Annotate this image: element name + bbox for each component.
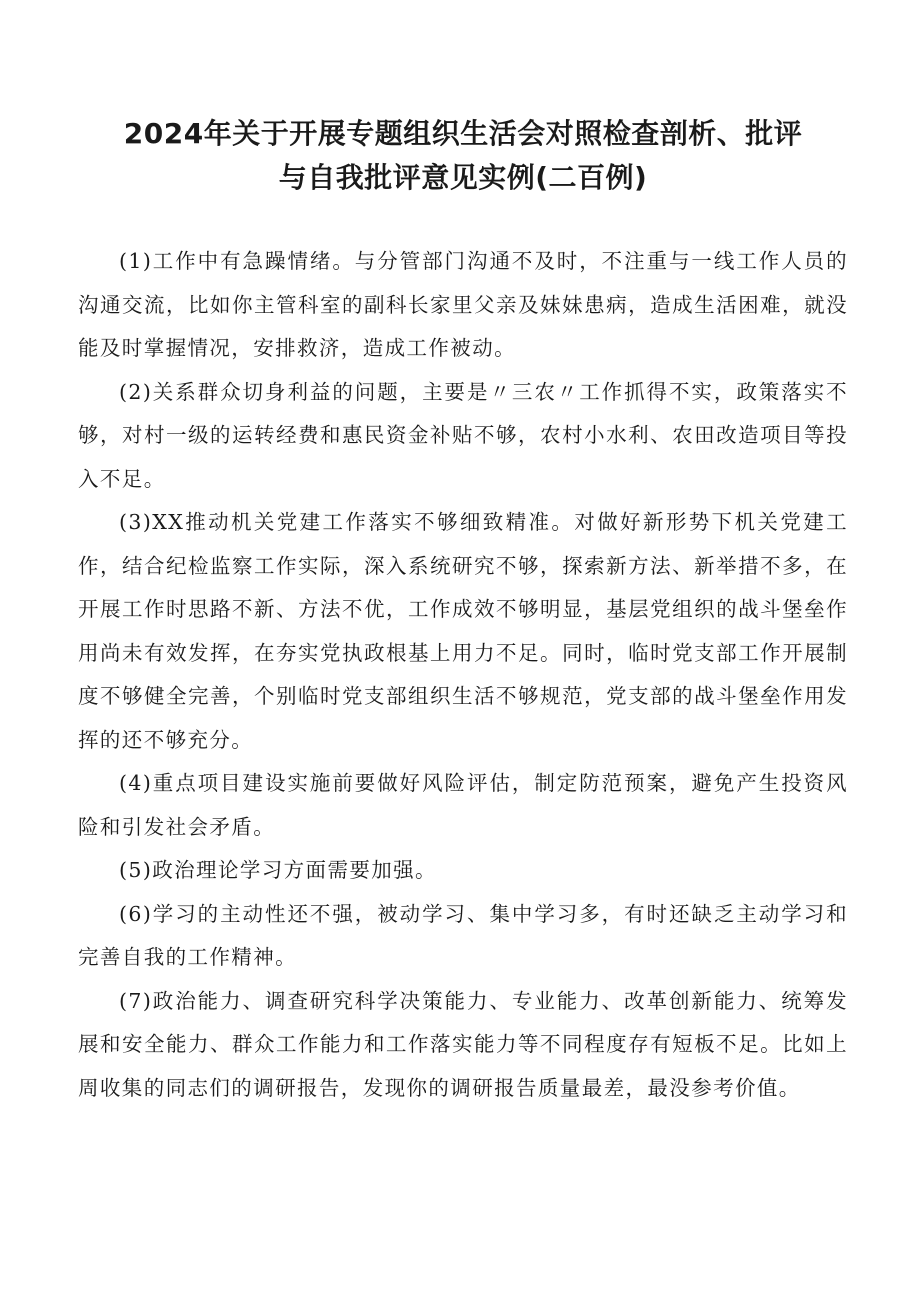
paragraph-5: (5)政治理论学习方面需要加强。	[119, 858, 437, 882]
paragraph-3: (3)XX推动机关党建工作落实不够细致精准。对做好新形势下机关党建工作，结合纪检监察工作实际，深入系统研究不够，探索新方法、新举措不多，在开展工作时思路不新、方法不优，工作成效不够明显，基层党组织的战斗堡垒作用尚未有效发挥，在夯实党执政根基上用力不足。同时，临时党支部工作开展制度不够健全完善，个别临时党支部组织生活不够规范，党支部的战斗堡垒作用发挥的还不够充分。	[78, 510, 848, 752]
document-title	[78, 112, 848, 200]
paragraph-1: (1)工作中有急躁情绪。与分管部门沟通不及时，不注重与一线工作人员的沟通交流，比如你主管科室的副科长家里父亲及妹妹患病，造成生活困难，就没能及时掌握情况，安排救济，造成工作被动。	[78, 249, 848, 360]
document-body	[78, 240, 848, 1110]
paragraph-7: (7)政治能力、调查研究科学决策能力、专业能力、改革创新能力、统筹发展和安全能力、群众工作能力和工作落实能力等不同程度存有短板不足。比如上周收集的同志们的调研报告，发现你的调研报告质量最差，最没参考价值。	[78, 988, 848, 1100]
paragraph-6: (6)学习的主动性还不强，被动学习、集中学习多，有时还缺乏主动学习和完善自我的工作精神。	[78, 901, 848, 969]
title-line-2: 与自我批评意见实例(二百例)	[278, 161, 648, 194]
title-line-1: 2024年关于开展专题组织生活会对照检查剖析、批评	[123, 117, 803, 150]
paragraph-4: (4)重点项目建设实施前要做好风险评估，制定防范预案，避免产生投资风险和引发社会矛盾。	[78, 771, 848, 839]
paragraph-2: (2)关系群众切身利益的问题，主要是〃三农〃工作抓得不实，政策落实不够，对村一级的运转经费和惠民资金补贴不够，农村小水利、农田改造项目等投入不足。	[78, 379, 848, 491]
